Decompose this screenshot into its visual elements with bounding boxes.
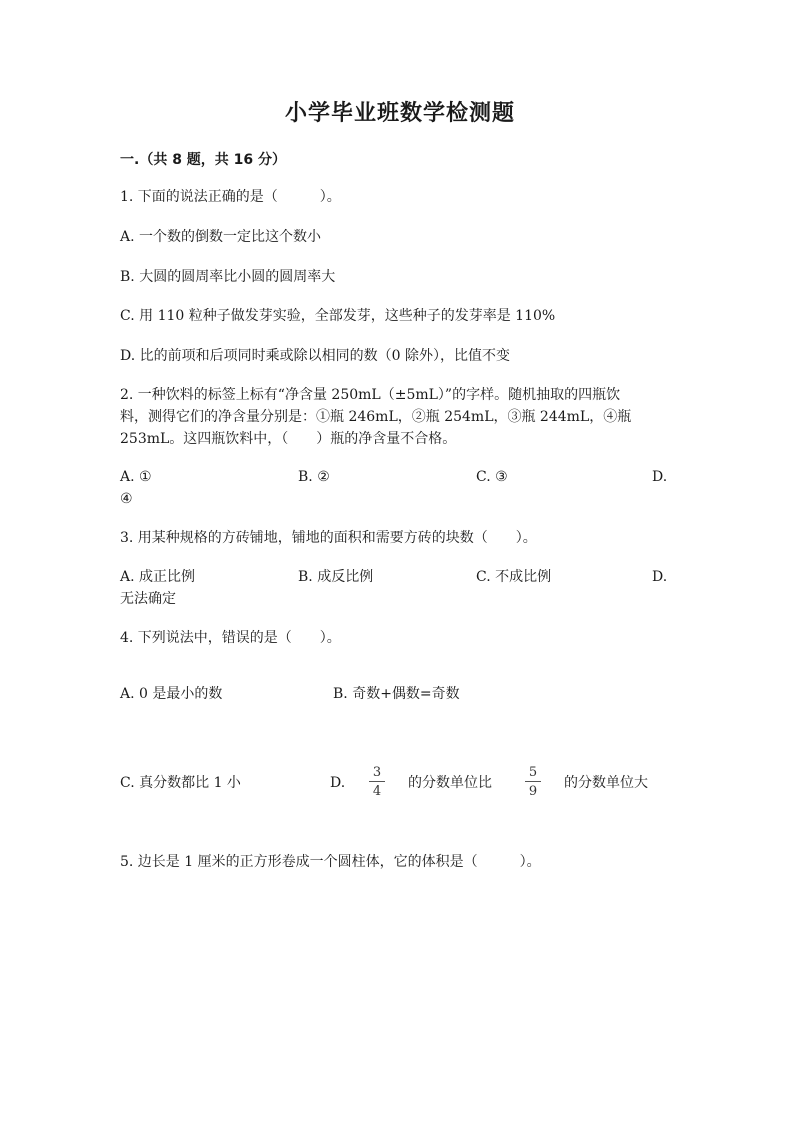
fraction-numerator: 3 <box>372 765 382 780</box>
question-2-option-d-value: ④ <box>120 491 133 507</box>
question-2-stem-line-3: 253mL。这四瓶饮料中，（ ）瓶的净含量不合格。 <box>120 431 457 447</box>
question-4-option-d-middle-text: 的分数单位比 <box>408 775 492 791</box>
question-3-option-d-label: D. <box>652 569 668 585</box>
fraction-numerator: 5 <box>528 765 538 780</box>
section-heading: 一.（共 8 题，共 16 分） <box>120 152 287 168</box>
question-3-option-a: A. 成正比例 <box>120 569 196 585</box>
question-4-stem: 4. 下列说法中，错误的是（ ）。 <box>120 630 341 646</box>
question-1-option-c: C. 用 110 粒种子做发芽实验，全部发芽，这些种子的发芽率是 110% <box>120 308 556 324</box>
question-4-option-a: A. 0 是最小的数 <box>120 686 223 702</box>
fraction-five-ninths <box>523 765 543 799</box>
fraction-three-quarters <box>367 765 387 799</box>
question-1-option-a: A. 一个数的倒数一定比这个数小 <box>120 229 322 245</box>
question-3-option-b: B. 成反比例 <box>298 569 374 585</box>
page-title: 小学毕业班数学检测题 <box>284 101 515 126</box>
fraction-denominator: 9 <box>528 784 538 799</box>
fraction-bar <box>525 781 541 782</box>
fraction-denominator: 4 <box>372 784 382 799</box>
question-4-option-d-end-text: 的分数单位大 <box>564 775 648 791</box>
question-2-option-c: C. ③ <box>476 469 508 485</box>
fraction-bar <box>369 781 385 782</box>
question-3-option-c: C. 不成比例 <box>476 569 552 585</box>
question-2-option-d-label: D. <box>652 469 668 485</box>
question-2-option-b: B. ② <box>298 469 330 485</box>
question-1-option-d: D. 比的前项和后项同时乘或除以相同的数（0 除外），比值不变 <box>120 348 510 364</box>
question-2-option-a: A. ① <box>120 469 152 485</box>
question-4-option-c: C. 真分数都比 1 小 <box>120 775 241 791</box>
question-1-option-b: B. 大圆的圆周率比小圆的圆周率大 <box>120 269 336 285</box>
question-3-option-d-value: 无法确定 <box>120 591 176 607</box>
question-5-stem: 5. 边长是 1 厘米的正方形卷成一个圆柱体，它的体积是（ ）。 <box>120 854 541 870</box>
question-4-option-d-label: D. <box>330 775 346 791</box>
question-2-stem-line-1: 2. 一种饮料的标签上标有“净含量 250mL（±5mL）”的字样。随机抽取的四瓶饮 <box>120 387 621 403</box>
question-1-stem: 1. 下面的说法正确的是（ ）。 <box>120 189 341 205</box>
question-2-stem-line-2: 料，测得它们的净含量分别是：①瓶 246mL，②瓶 254mL，③瓶 244mL，④瓶 <box>120 409 632 425</box>
question-3-stem: 3. 用某种规格的方砖铺地，铺地的面积和需要方砖的块数（ ）。 <box>120 530 537 546</box>
question-2-stem <box>120 384 680 450</box>
question-4-option-b: B. 奇数+偶数=奇数 <box>333 686 460 702</box>
